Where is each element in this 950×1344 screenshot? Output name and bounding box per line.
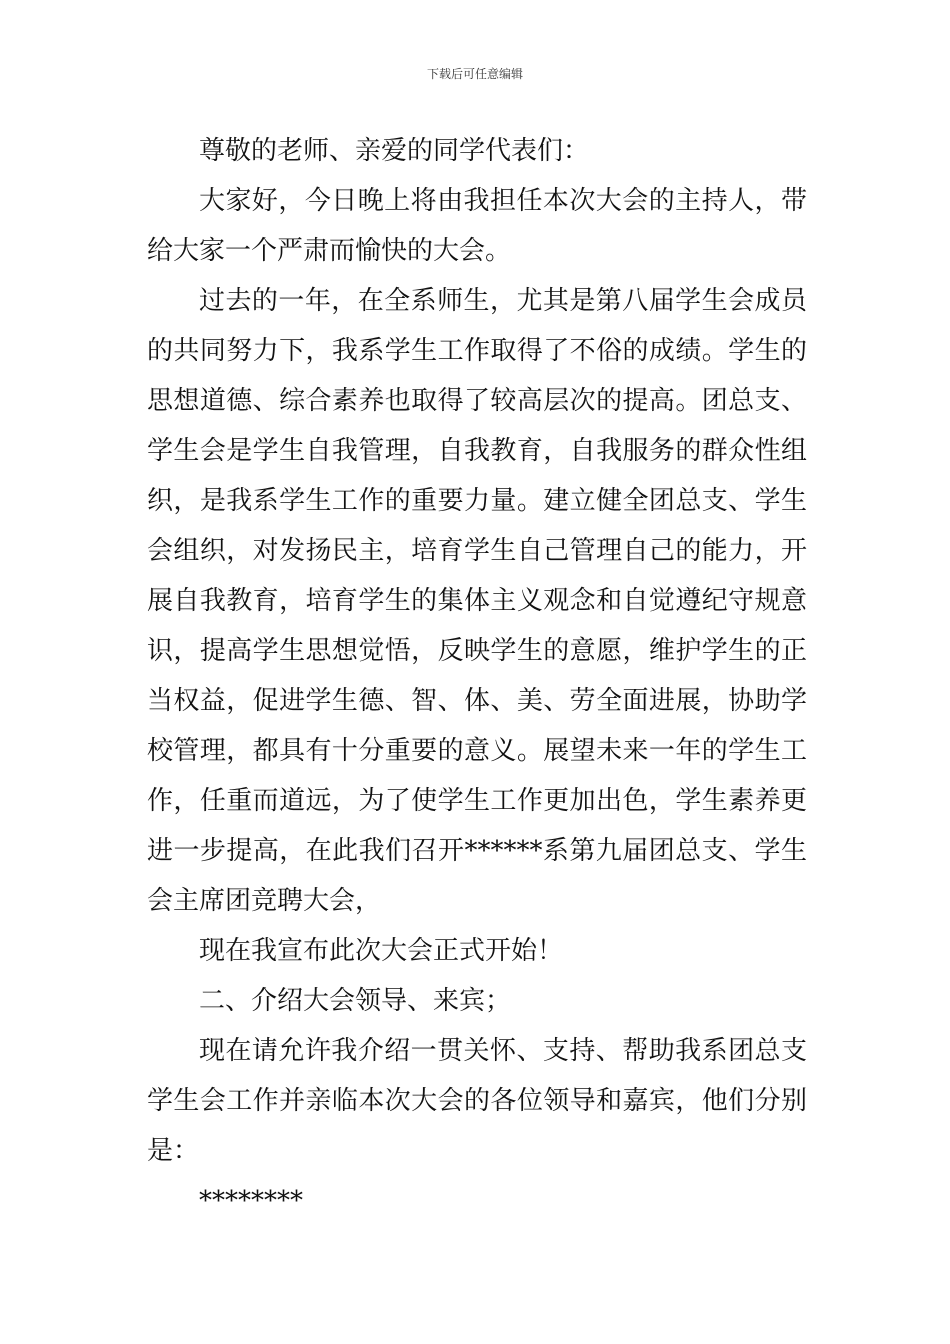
page-header-note: 下载后可任意编辑 [426,67,523,81]
paragraph-salutation: 尊敬的老师、亲爱的同学代表们： [199,136,590,166]
paragraph-review: 过去的一年，在全系师生，尤其是第八届学生会成员的共同努力下，我系学生工作取得了不俗的成绩。学生的思想道德、综合素养也取得了较高层次的提高。团总支、学生会是学生自我管理，自我教育，自我服务的群众性组织，是我系学生工作的重要力量。建立健全团总支、学生会组织，对发扬民主，培育学生自己管理自己的能力，开展自我教育，培育学生的集体主义观念和自觉遵纪守规意识，提高学生思想觉悟，反映学生的意愿，维护学生的正当权益，促进学生德、智、体、美、劳全面进展，协助学校管理，都具有十分重要的意义。展望未来一年的学生工作，任重而道远，为了使学生工作更加出色，学生素养更进一步提高，在此我们召开******系第九届团总支、学生会主席团竞聘大会， [147,286,807,916]
section-heading: 二、介绍大会领导、来宾； [199,986,512,1016]
paragraph-guests: ******** [199,1186,303,1216]
document-body [147,126,807,1226]
paragraph-opening: 现在我宣布此次大会正式开始！ [199,936,564,966]
paragraph-greeting: 大家好，今日晚上将由我担任本次大会的主持人，带给大家一个严肃而愉快的大会。 [147,186,807,266]
paragraph-introduction: 现在请允许我介绍一贯关怀、支持、帮助我系团总支学生会工作并亲临本次大会的各位领导和嘉宾，他们分别是： [147,1036,807,1166]
